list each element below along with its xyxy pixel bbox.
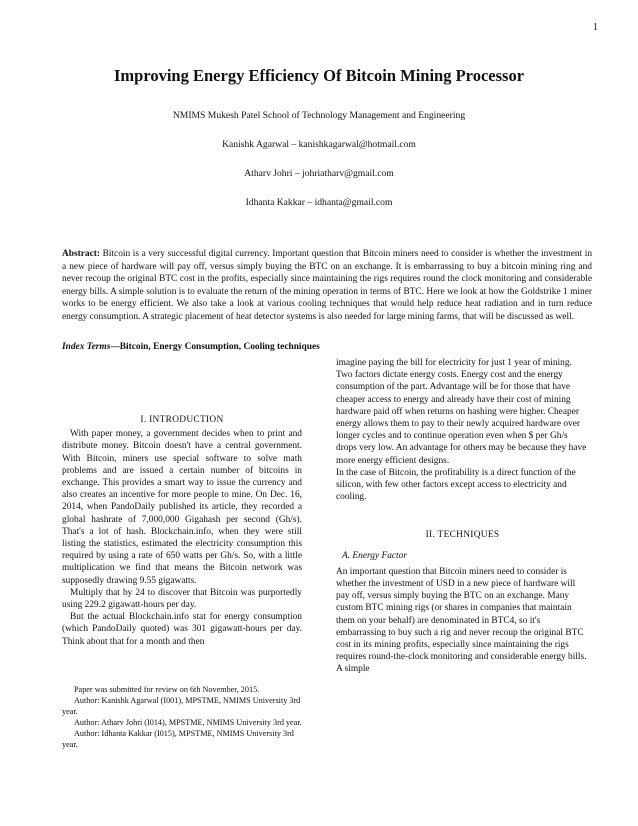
paragraph: With paper money, a government decides when to print and distribute money. Bitcoin doesn't have a central government. With Bitcoin, miners use special software to solve math problems and are issued a certain number of bitcoins in exchange. This provides a smart way to issue the currency and also creates an incentive for more people to mine. On Dec. 16, 2014, when PandoDaily published its article, they recorded a global hashrate of 7,000,000 Gigahash per second (Gh/s). That's a lot of hash. Blockchain.info, when they were still listing the statistics, estimated the electricity consumption this required by using a rate of 650 watts per Gh/s. So, with a little multiplication we find that means the Bitcoin network was supposedly drawing 9.55 gigawatts. (62, 429, 302, 586)
section-heading-introduction: I. INTRODUCTION (140, 415, 224, 425)
paragraph: But the actual Blockchain.info stat for energy consumption (which PandoDaily quoted) was 301 gigawatt-hours per day. Think about that for a month and then (62, 612, 302, 647)
section-heading-techniques: II. TECHNIQUES (425, 530, 500, 541)
footnote (62, 684, 302, 750)
author-block (40, 110, 598, 226)
paragraph: Multiply that by 24 to discover that Bitcoin was purportedly using 229.2 gigawatt-hours per day. (62, 587, 302, 611)
footnote-author: Author: Atharv Johri (I014), MPSTME, NMIMS University 3rd year. (74, 718, 302, 727)
paragraph: Two factors dictate energy costs. Energy cost and the energy consumption of the part. Advantage will be for those that have cheaper access to energy and already have their cost of mining hardware paid off when returns on hashing were higher. Cheaper energy allows them to pay to their newly acquired hardware over longer cycles and to continue operation even when $ per Gh/s drops very low. An advantage for others may be because they have more energy efficient designs. (336, 370, 587, 466)
paragraph: imagine paying the bill for electricity for just 1 year of mining. (336, 358, 572, 368)
author-line: Kanishk Agarwal – kanishkagarwal@hotmail.com (222, 139, 416, 150)
footnote-author: Author: Idhanta Kakkar (I015), MPSTME, NMIMS University 3rd year. (62, 729, 294, 749)
index-terms (62, 342, 592, 352)
paper-title: Improving Energy Efficiency Of Bitcoin Mining Processor (113, 66, 525, 85)
author-line: Idhanta Kakkar – idhanta@gmail.com (245, 197, 393, 208)
paragraph: An important question that Bitcoin miners need to consider is whether the investment of USD in a new piece of hardware will pay off, versus simply buying the BTC on an exchange. Many custom BTC mining rigs (or shares in companies that maintain them on your behalf) are denominated in BTC4, so it's embarrassing to buy such a rig and never recoup the original BTC cost in its mining profits, especially since maintaining the rigs requires round-the-clock monitoring and considerable energy bills. A simple (336, 566, 587, 675)
footnote-author: Author: Kanishk Agarwal (I001), MPSTME, NMIMS University 3rd year. (62, 696, 301, 716)
abstract (62, 248, 592, 324)
abstract-text: Bitcoin is a very successful digital currency. Important question that Bitcoin miners need to consider is whether the investment in a new piece of hardware will pay off, versus simply buying the BTC on an exchange. It is embarrassing to buy a bitcoin mining ring and never recoup the original BTC cost in the profits, especially since maintaining the rigs requires round the clock monitoring and considerable energy bills. A simple solution is to evaluate the return of the mining operation in terms of BTC. Here we look at how the Goldstrike 1 miner works to be energy efficient. We also take a look at various cooling techniques that would help reduce heat radiation and in turn reduce energy consumption. A strategic placement of heat detector systems is also needed for large mining farms, that will be discussed as well. (62, 249, 593, 322)
page-number: 1 (593, 22, 598, 33)
author-line: Atharv Johri – johriatharv@gmail.com (244, 168, 394, 179)
affiliation: NMIMS Mukesh Patel School of Technology Management and Engineering (172, 110, 466, 121)
paragraph: In the case of Bitcoin, the profitability is a direct function of the silicon, with few other factors except access to electricity and cooling. (336, 467, 576, 503)
right-column (336, 357, 589, 676)
index-terms-label: Index Terms (62, 342, 111, 352)
footnote-submitted: Paper was submitted for review on 6th November, 2015. (74, 685, 260, 694)
subsection-heading: A. Energy Factor (342, 550, 407, 561)
abstract-label: Abstract: (62, 249, 101, 259)
index-terms-text: —Bitcoin, Energy Consumption, Cooling techniques (110, 342, 320, 352)
left-column (62, 356, 302, 648)
